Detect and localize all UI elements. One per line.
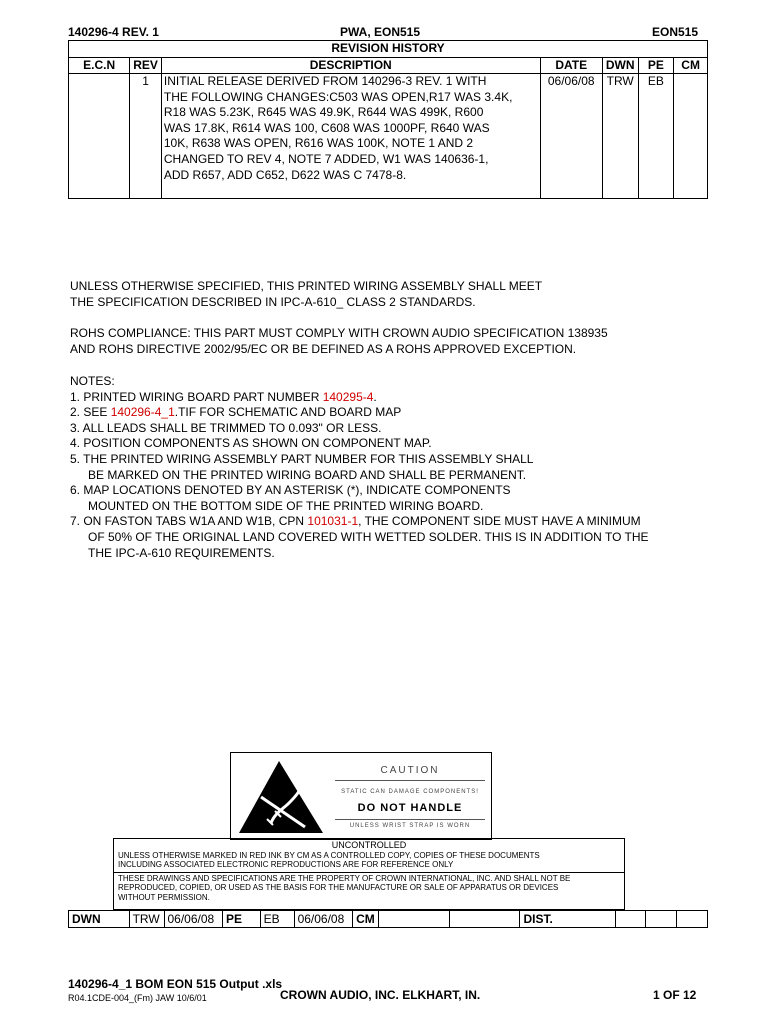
caution-title: CAUTION <box>380 765 440 776</box>
doc-title: PWA, EON515 <box>340 25 421 39</box>
caution-sub: STATIC CAN DAMAGE COMPONENTS! <box>341 789 479 795</box>
caution-main: DO NOT HANDLE <box>357 802 463 814</box>
doc-number: 140296-4 REV. 1 <box>68 25 159 39</box>
note-text: . <box>373 389 377 404</box>
caution-title-box <box>335 757 485 781</box>
dwn-name: TRW <box>129 911 164 928</box>
cell-pe: EB <box>638 74 674 199</box>
cpn-link: 101031-1 <box>307 514 359 529</box>
description-line: CHANGED TO REV 4, NOTE 7 ADDED, W1 WAS 140636-1, <box>163 151 489 166</box>
note-text: .TIF FOR SCHEMATIC AND BOARD MAP <box>174 405 402 420</box>
note-text: , THE COMPONENT SIDE MUST HAVE A MINIMUM <box>358 514 641 529</box>
col-date: DATE <box>540 58 602 74</box>
cell-date: 06/06/08 <box>540 74 602 199</box>
table-row <box>69 74 708 199</box>
note-2 <box>70 405 649 421</box>
cell-dwn: TRW <box>602 74 638 199</box>
note-7 <box>70 514 649 530</box>
col-ecn: E.C.N <box>69 58 130 74</box>
footer-form: R04.1CDE-004_(Fm) JAW 10/6/01 <box>68 993 207 1003</box>
esd-warning-icon <box>231 753 331 839</box>
caution-bottom: UNLESS WRIST STRAP IS WORN <box>349 823 471 829</box>
note-7-cont: THE IPC-A-610 REQUIREMENTS. <box>88 545 275 560</box>
cell-ecn <box>69 74 130 199</box>
cm-cell <box>378 911 449 928</box>
caution-divider <box>335 819 485 820</box>
note-text: 2. SEE <box>70 405 111 420</box>
note-6-cont: MOUNTED ON THE BOTTOM SIDE OF THE PRINTED WIRING BOARD. <box>88 498 484 513</box>
notes-heading: NOTES: <box>70 374 115 388</box>
dwn-date: 06/06/08 <box>164 911 223 928</box>
property-line: REPRODUCED, COPIED, OR USED AS THE BASIS FOR THE MANUFACTURE OR SALE OF APPARATUS OR DEVICES <box>118 883 559 892</box>
property-line: WITHOUT PERMISSION. <box>118 892 210 902</box>
uncontrolled-line: INCLUDING ASSOCIATED ELECTRONIC REPRODUCTIONS ARE FOR REFERENCE ONLY <box>118 860 454 869</box>
notes-list <box>70 374 649 561</box>
spec-paragraph <box>70 279 542 310</box>
uncontrolled-title: UNCONTROLLED <box>331 840 407 850</box>
col-cm: CM <box>674 58 708 74</box>
note-7-cont: OF 50% OF THE ORIGINAL LAND COVERED WITH WETTED SOLDER. THIS IS IN ADDITION TO THE <box>88 529 649 544</box>
spec-line: UNLESS OTHERWISE SPECIFIED, THIS PRINTED WIRING ASSEMBLY SHALL MEET <box>70 279 543 293</box>
footer-company: CROWN AUDIO, INC. ELKHART, IN. <box>280 988 481 1002</box>
cell-description <box>161 74 540 199</box>
rohs-paragraph <box>70 326 608 357</box>
description-line: R18 WAS 5.23K, R645 WAS 49.9K, R644 WAS 499K, R600 <box>163 105 484 120</box>
signoff-table <box>68 910 708 928</box>
model-number: EON515 <box>652 25 699 39</box>
dist-cell <box>615 911 646 928</box>
cell-rev: 1 <box>130 74 162 199</box>
description-line: WAS 17.8K, R614 WAS 100, C608 WAS 1000PF, R640 WAS <box>163 120 490 135</box>
note-5-cont: BE MARKED ON THE PRINTED WIRING BOARD AND SHALL BE PERMANENT. <box>88 467 527 482</box>
col-pe: PE <box>638 58 674 74</box>
pe-label: PE <box>223 911 261 928</box>
description-line: INITIAL RELEASE DERIVED FROM 140296-3 REV. 1 WITH <box>163 74 487 88</box>
note-3: 3. ALL LEADS SHALL BE TRIMMED TO 0.093" OR LESS. <box>70 420 382 435</box>
esd-caution-label <box>230 752 492 840</box>
note-4: 4. POSITION COMPONENTS AS SHOWN ON COMPONENT MAP. <box>70 436 432 451</box>
pe-name: EB <box>260 911 294 928</box>
revision-history-table <box>68 40 708 199</box>
revision-history-title: REVISION HISTORY <box>69 41 708 58</box>
rohs-line: ROHS COMPLIANCE: THIS PART MUST COMPLY WITH CROWN AUDIO SPECIFICATION 138935 <box>70 326 608 340</box>
dist-cell <box>677 911 708 928</box>
description-line: THE FOLLOWING CHANGES:C503 WAS OPEN,R17 WAS 3.4K, <box>163 89 513 104</box>
schematic-file-link: 140296-4_1 <box>110 405 175 420</box>
note-6: 6. MAP LOCATIONS DENOTED BY AN ASTERISK (*), INDICATE COMPONENTS <box>70 483 511 498</box>
footer-page: 1 OF 12 <box>653 988 697 1002</box>
cm-cell <box>449 911 520 928</box>
col-rev: REV <box>130 58 162 74</box>
col-description: DESCRIPTION <box>161 58 540 74</box>
note-5: 5. THE PRINTED WIRING ASSEMBLY PART NUMBER FOR THIS ASSEMBLY SHALL <box>70 451 534 466</box>
cm-label: CM <box>353 911 379 928</box>
uncontrolled-notice <box>113 838 625 910</box>
dwn-label: DWN <box>69 911 130 928</box>
rohs-line: AND ROHS DIRECTIVE 2002/95/EC OR BE DEFINED AS A ROHS APPROVED EXCEPTION. <box>70 341 577 356</box>
note-text: 1. PRINTED WIRING BOARD PART NUMBER <box>70 389 323 404</box>
description-line: 10K, R638 WAS OPEN, R616 WAS 100K, NOTE 1 AND 2 <box>163 136 474 151</box>
description-line: ADD R657, ADD C652, D622 WAS C 7478-8. <box>163 167 407 182</box>
cell-cm <box>674 74 708 199</box>
uncontrolled-line: UNLESS OTHERWISE MARKED IN RED INK BY CM AS A CONTROLLED COPY, COPIES OF THESE DOCUMENTS <box>118 850 540 860</box>
pe-date: 06/06/08 <box>294 911 353 928</box>
note-text: 7. ON FASTON TABS W1A AND W1B, CPN <box>70 514 308 529</box>
dist-label: DIST. <box>520 911 615 928</box>
note-1 <box>70 390 649 406</box>
part-number-link: 140295-4 <box>322 389 374 404</box>
footer-file: 140296-4_1 BOM EON 515 Output .xls <box>68 977 283 991</box>
dist-cell <box>646 911 677 928</box>
col-dwn: DWN <box>602 58 638 74</box>
spec-line: THE SPECIFICATION DESCRIBED IN IPC-A-610_ CLASS 2 STANDARDS. <box>70 294 476 309</box>
property-line: THESE DRAWINGS AND SPECIFICATIONS ARE THE PROPERTY OF CROWN INTERNATIONAL, INC. AND SHALL NOT BE <box>114 872 624 884</box>
